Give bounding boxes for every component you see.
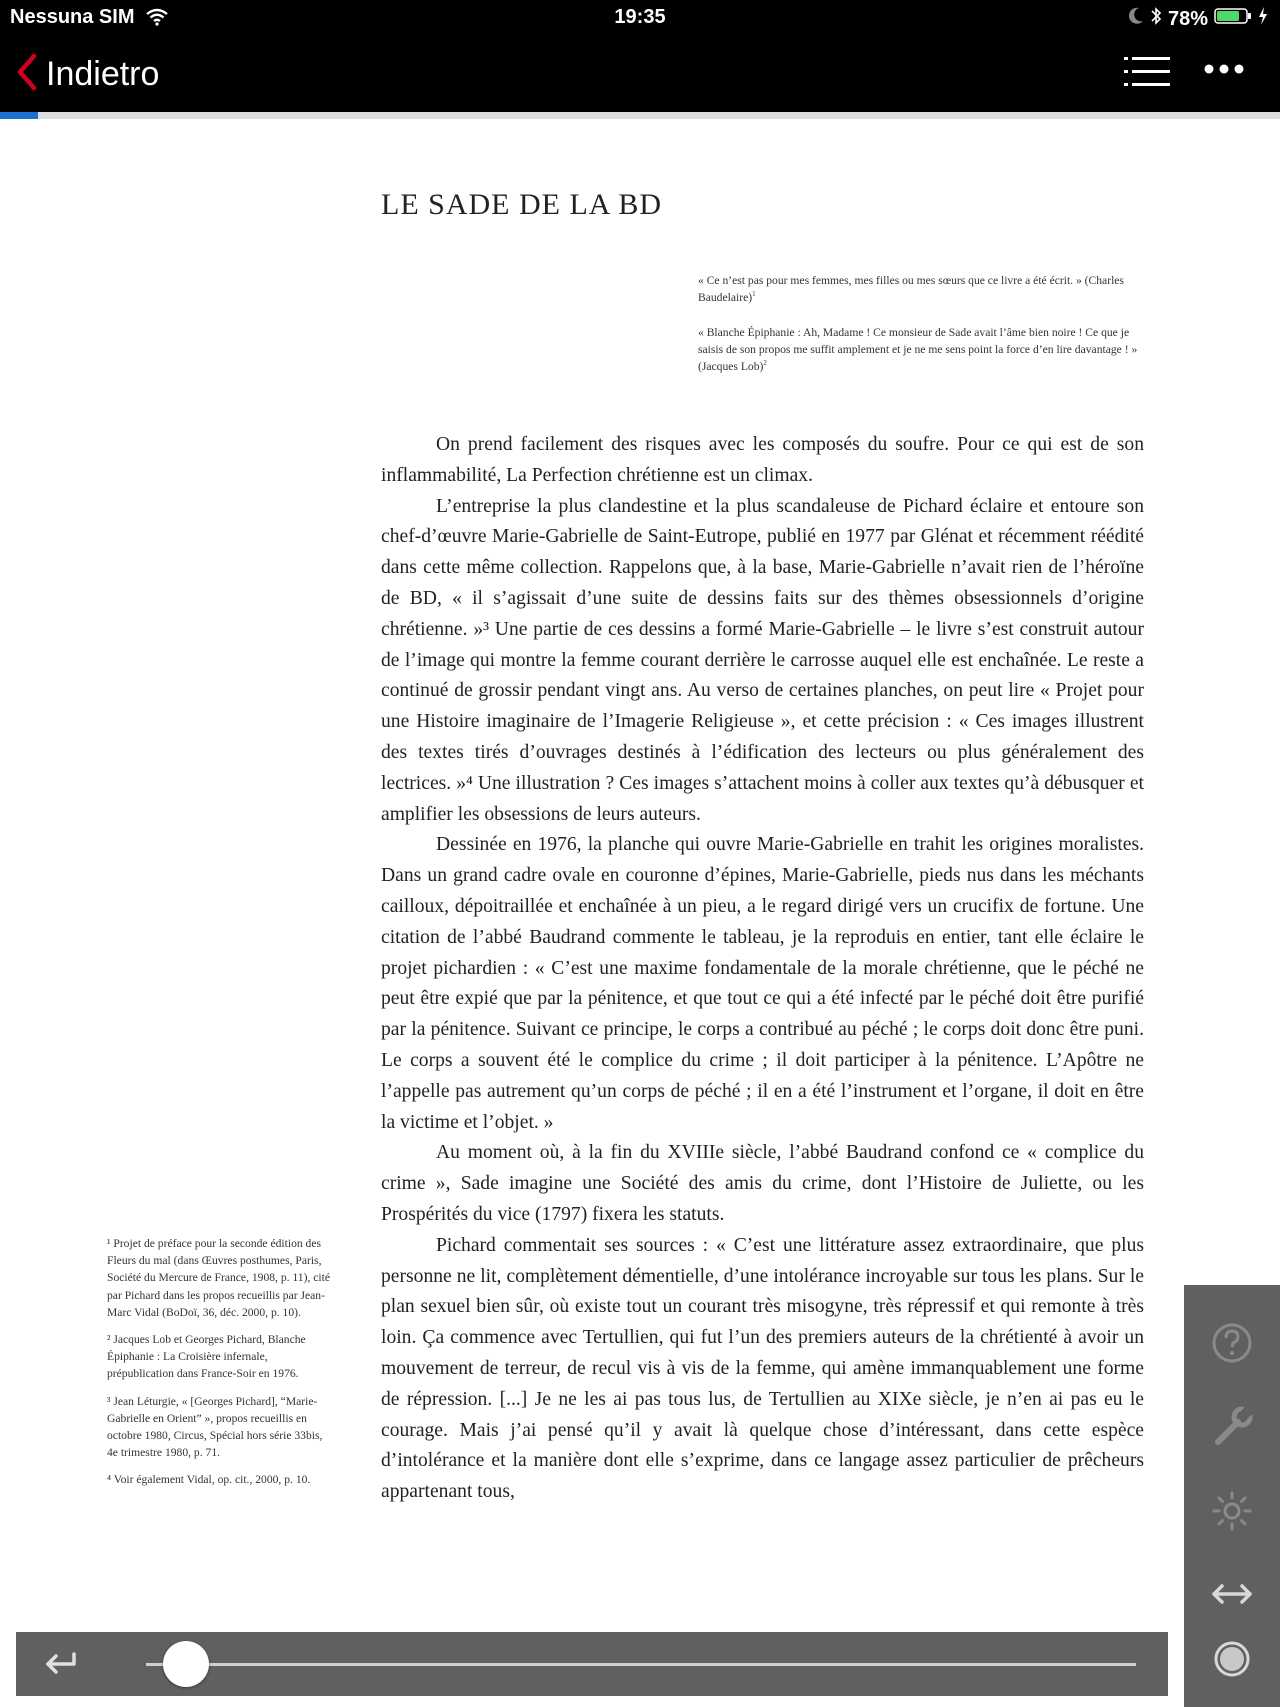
chevron-left-icon <box>16 54 38 95</box>
epigraph-baudelaire <box>698 272 1146 306</box>
epigraph-text: « Ce n’est pas pour mes femmes, mes filles ou mes sœurs que ce livre a été écrit. » (Charles Baudelaire) <box>698 274 1124 304</box>
brightness-icon <box>1206 1522 1258 1541</box>
footnote-ref[interactable]: 1 <box>752 290 756 299</box>
footnote-3: ³ Jean Léturgie, « [Georges Pichard], “Marie-Gabrielle en Orient” », propos recueillis en octobre 1980, Circus, Spécial hors série 33bis, 4e trimestre 1980, p. 71. <box>107 1394 323 1460</box>
footnote-2: ² Jacques Lob et Georges Pichard, Blanche Épiphanie : La Croisière infernale, prépublication dans France-Soir en 1976. <box>107 1333 306 1381</box>
epigraph-text: « Blanche Épiphanie : Ah, Madame ! Ce monsieur de Sade avait l’âme bien noire ! Ce que je saisis de son propos me suffit amplement et je ne me sens point la force d’en lire davantage ! » (Jacques Lob) <box>698 326 1138 373</box>
page-slider-track[interactable] <box>146 1663 1136 1666</box>
back-button[interactable] <box>16 54 159 95</box>
ellipsis-icon <box>1204 63 1244 80</box>
record-button[interactable] <box>1206 1633 1258 1685</box>
fit-width-button[interactable] <box>1206 1568 1258 1620</box>
brightness-button[interactable] <box>1206 1485 1258 1537</box>
carrier-label: Nessuna SIM <box>10 6 135 28</box>
nav-bar <box>0 36 1280 112</box>
paragraph-4: Au moment où, à la fin du XVIIIe siècle, l’abbé Baudrand confond ce « complice du crime », Sade imagine une Société des amis du crime, dont l’Histoire de Juliette, ou les Prospérités du vice (1797) fixera les statuts. <box>381 1142 1144 1225</box>
more-options-button[interactable] <box>1204 62 1252 86</box>
page-navigation-bar <box>16 1632 1168 1696</box>
reading-progress-bar <box>0 112 1280 119</box>
paragraph-1: On prend facilement des risques avec les composés du soufre. Pour ce qui est de son inflammabilité, La Perfection chrétienne est un climax. <box>381 434 1144 486</box>
undo-jump-button[interactable] <box>40 1646 80 1682</box>
page-slider-knob[interactable] <box>163 1641 209 1687</box>
reading-progress-fill <box>0 112 38 119</box>
help-button[interactable] <box>1206 1317 1258 1369</box>
footnote-ref[interactable]: 2 <box>763 359 767 368</box>
body-text <box>381 430 1144 1508</box>
charging-bolt-icon <box>1258 7 1268 31</box>
back-label: Indietro <box>46 55 160 93</box>
paragraph-2: L’entreprise la plus clandestine et la plus scandaleuse de Pichard éclaire et entoure son chef-d’œuvre Marie-Gabrielle de Saint-Eutrope, publié en 1977 par Glénat et récemment réédité dans cette même collection. Rappelons que, à la base, Marie-Gabrielle n’avait rien de l’héroïne de BD, « il s’agissait d’une suite de dessins faits sur des thèmes obsessionnels d’origine chrétienne. »³ Une partie de ces dessins a formé Marie-Gabrielle – le livre s’est construit autour de l’image qui montre la femme courant derrière le carrosse auquel elle est enchaînée. Le reste a continué de grossir pendant vingt ans. Au verso de certaines planches, on peut lire « Projet pour une Histoire imaginaire de l’Imagerie Religieuse », et cette précision : « Ces images illustrent des textes tirés d’ouvrages destinés à l’édification des lecteurs ou plus généralement des lectrices. »⁴ Une illustration ? Ces images s’attachent moins à coller aux textes qu’à débusquer et amplifier les obsessions de leurs auteurs. <box>381 495 1144 825</box>
list-icon <box>1124 77 1170 94</box>
page-title: LE SADE DE LA BD <box>381 188 662 221</box>
question-icon <box>1206 1354 1258 1373</box>
bluetooth-icon <box>1150 6 1162 32</box>
moon-icon <box>1128 7 1144 31</box>
table-of-contents-button[interactable] <box>1124 54 1172 94</box>
undo-arrow-icon <box>40 1667 80 1686</box>
status-bar <box>0 0 1280 36</box>
horizontal-arrows-icon <box>1206 1605 1258 1624</box>
paragraph-5: Pichard commentait ses sources : « C’est une littérature assez extraordinaire, que plus personne ne lit, complètement démentielle, d’une intolérance incroyable sur tous les plans. Sur le plan sexuel bien sûr, où existe tout un courant très misogyne, très répressif et qui remonte à très loin. Ça commence avec Tertullien, qui fut l’un des premiers auteurs de la chrétienté à avoir un mouvement de terreur, de recul vis à vis de la femme, qui amène immanquablement une forme de répression. [...] Je ne les ai pas tous lus, de Tertullien au XIXe siècle, je n’en ai pas eu le courage. Mais j’ai pensé qu’il y avait là quelque chose d’intéressant, dans cette espèce d’intolérance et la manière dont elle s’exprime, dans ce langage assez particulier de prêcheurs appartenant tous, <box>381 1234 1144 1503</box>
reader-tool-panel <box>1184 1285 1280 1707</box>
circle-icon <box>1206 1670 1258 1689</box>
footnotes <box>107 1235 332 1499</box>
wrench-icon <box>1206 1437 1258 1456</box>
battery-icon <box>1214 7 1252 31</box>
epigraph-lob <box>698 324 1146 375</box>
settings-button[interactable] <box>1206 1400 1258 1452</box>
footnote-4: ⁴ Voir également Vidal, op. cit., 2000, p. 10. <box>107 1473 311 1487</box>
footnote-1: ¹ Projet de préface pour la seconde édition des Fleurs du mal (dans Œuvres posthumes, Paris, Société du Mercure de France, 1908, p. 11), cité par Pichard dans les propos recueillis par Jean-Marc Vidal (BoDoï, 36, déc. 2000, p. 10). <box>107 1237 330 1319</box>
paragraph-3: Dessinée en 1976, la planche qui ouvre Marie-Gabrielle en trahit les origines moralistes. Dans un grand cadre ovale en couronne d’épines, Marie-Gabrielle, pieds nus dans les méchants cailloux, dépoitraillée et enchaînée à un pieu, a le regard dirigé vers un crucifix de fortune. Une citation de l’abbé Baudrand commente le tableau, je la reproduis en entier, tant elle éclaire le projet pichardien : « C’est une maxime fondamentale de la morale chrétienne, que le péché ne peut être expié que par la pénitence, et que tout ce qui a été infecté par le péché doit être purifié par la pénitence. Suivant ce principe, le corps a contribué au péché ; le corps doit donc être puni. Le corps a souvent été le complice du crime ; il doit participer à la pénitence. L’Apôtre ne l’appelle pas autrement qu’un corps de péché ; il en a été l’instrument et l’organe, il doit en être la victime et l’objet. » <box>381 834 1144 1133</box>
battery-percent: 78% <box>1167 7 1208 30</box>
clock: 19:35 <box>614 6 666 28</box>
